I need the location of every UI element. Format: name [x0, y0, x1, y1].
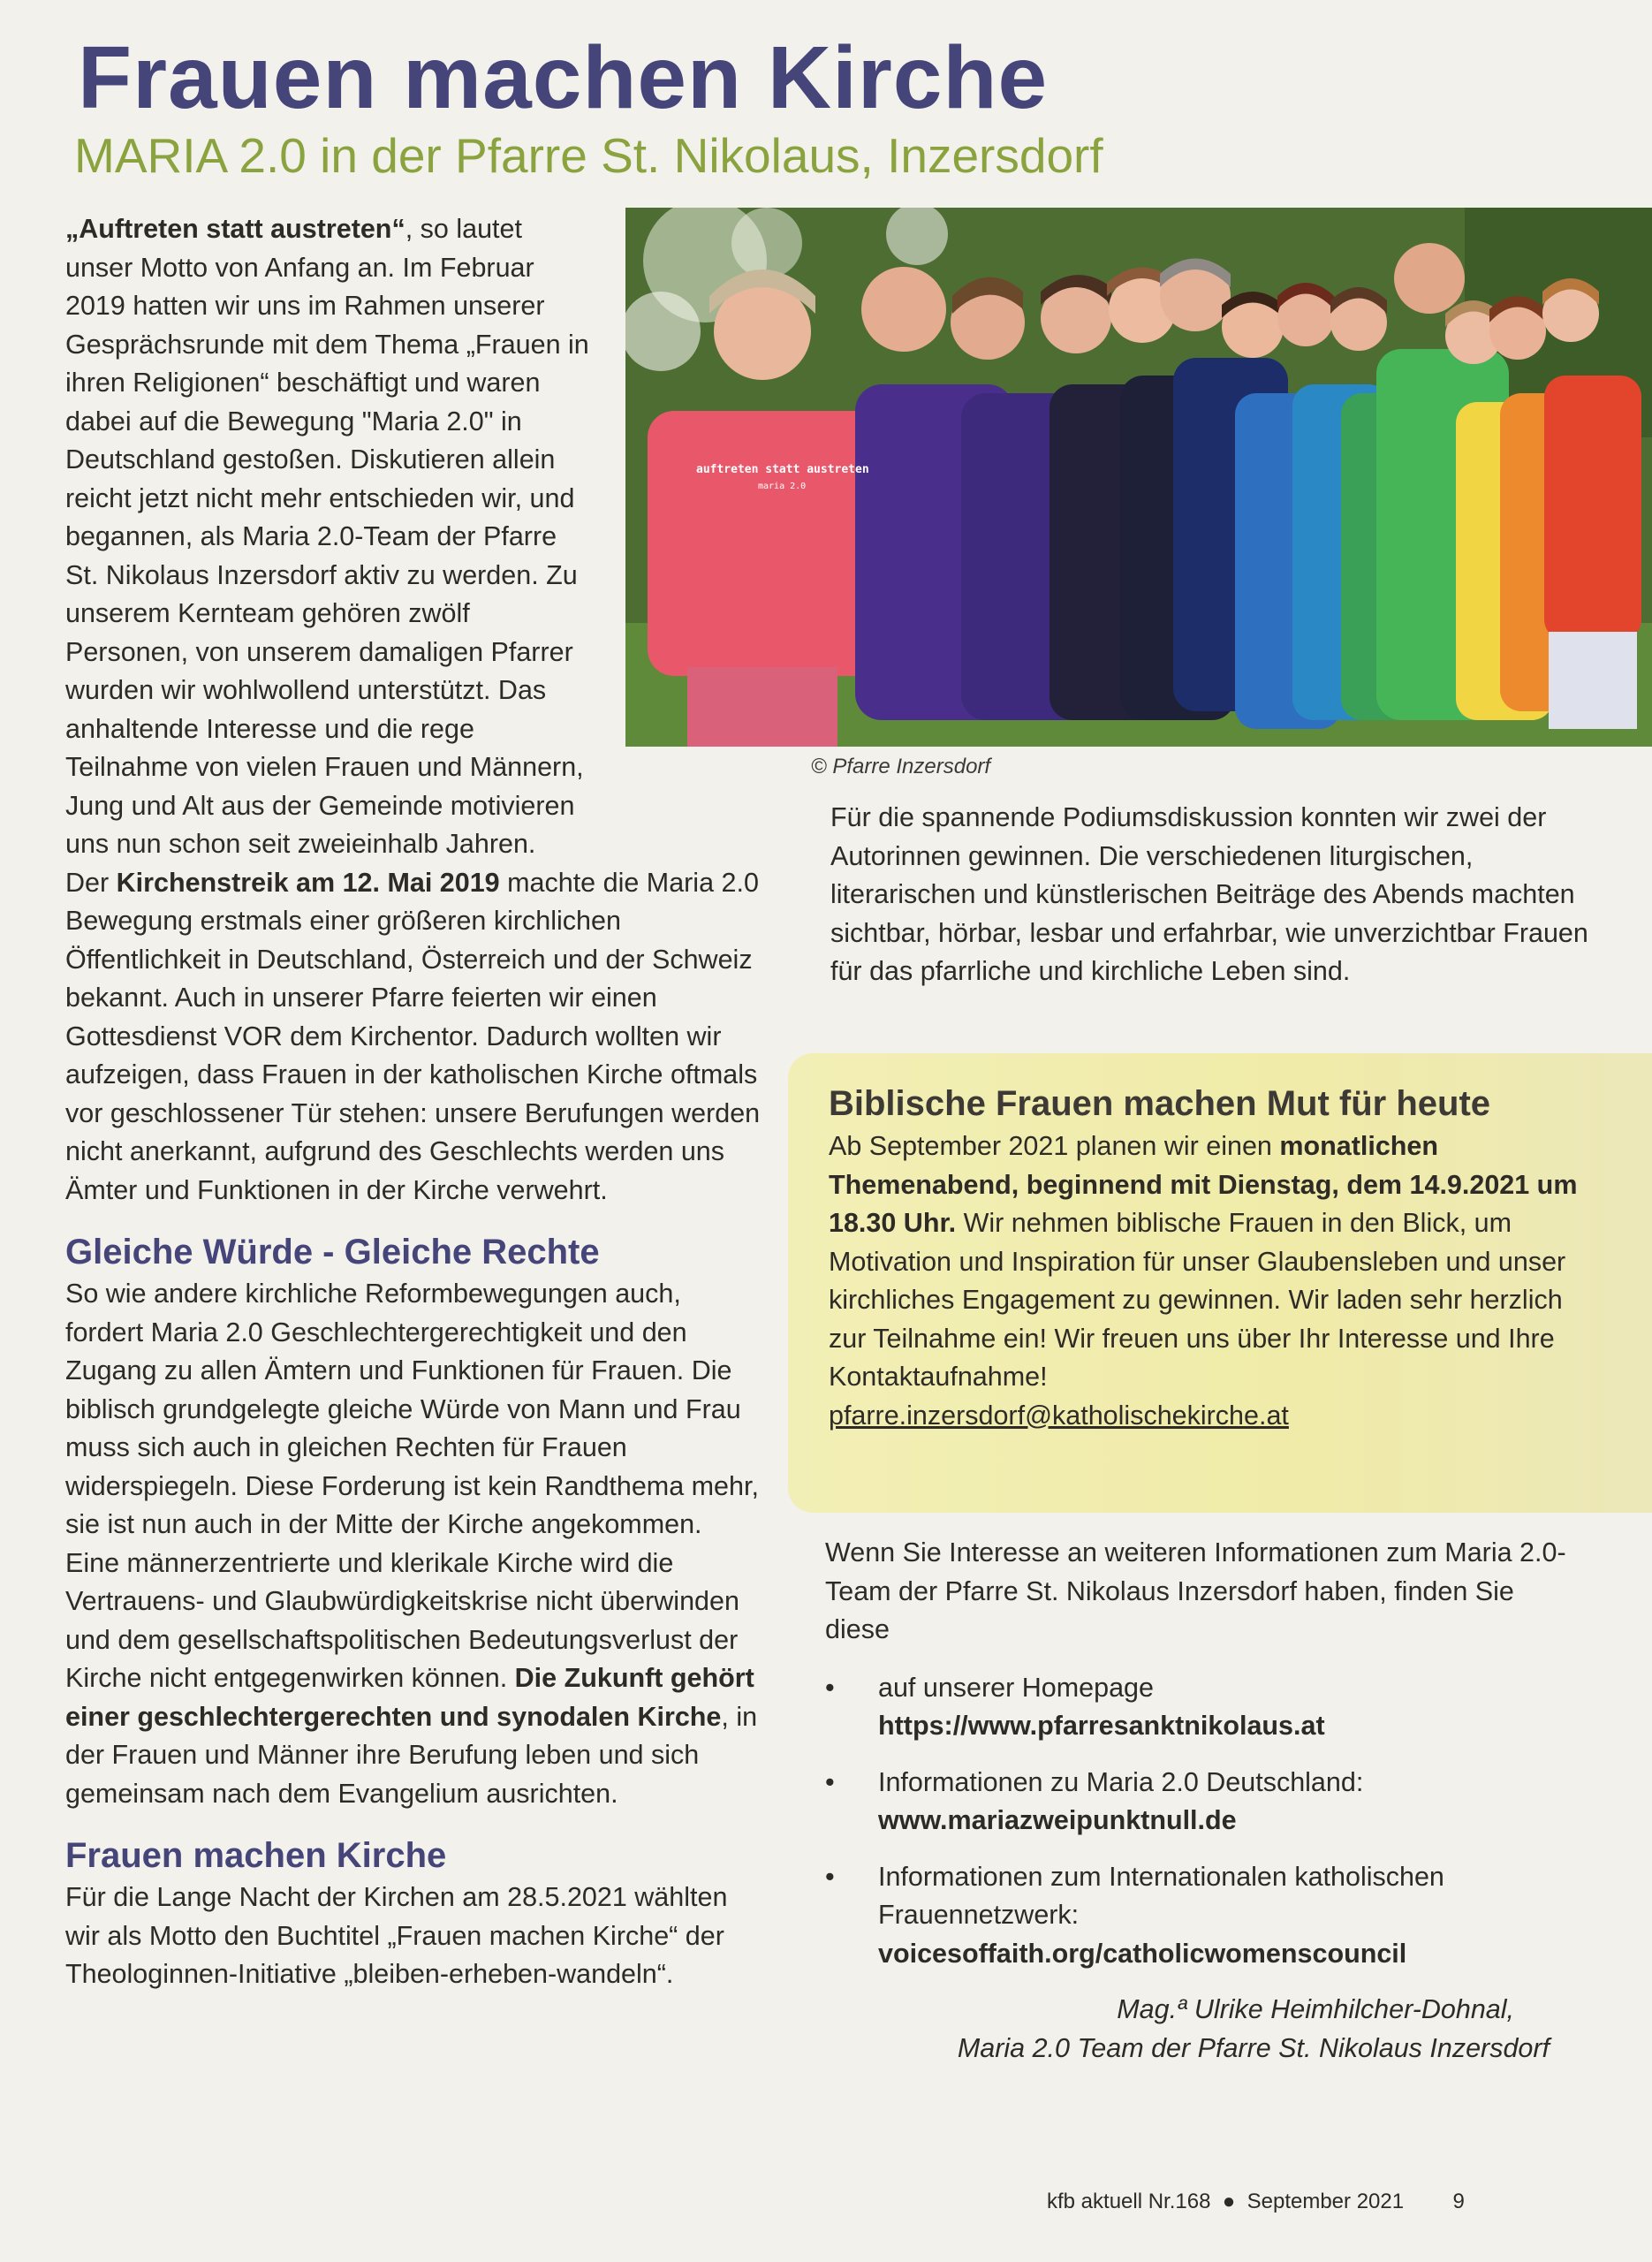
info-intro: Wenn Sie Interesse an weiteren Informationen zum Maria 2.0-Team der Pfarre St. Nikolaus Inzersdorf haben, finden Sie diese [825, 1537, 1566, 1644]
signature-team: Maria 2.0 Team der Pfarre St. Nikolaus Inzersdorf [957, 2032, 1550, 2063]
intro-text: , so lautet unser Motto von Anfang an. Im Februar 2019 hatten wir uns im Rahmen unserer Gesprächsrunde mit dem Thema „Frauen in ihren Religionen“ beschäftigt und waren dabei auf die Bewegung "Maria 2.0" in Deutschland gestoßen. Diskutieren allein reicht jetzt nicht mehr entschieden wir, und begannen, als Maria 2.0-Team der Pfarre St. Nikolaus Inzersdorf aktiv zu werden. Zu unserem Kernteam gehören zwölf Personen, von unserem damaligen Pfarrer wurden wir wohlwollend unterstützt. Das anhaltende Interesse und die rege Teilnahme von vielen Frauen und Männern, Jung und Alt aus der Gemeinde motivieren uns nun schon seit zweieinhalb Jahren. [65, 214, 589, 859]
podium-text: Für die spannende Podiumsdiskussion konnten wir zwei der Autorinnen gewinnen. Die verschiedenen liturgischen, literarischen und künstlerischen Beiträge des Abends machten sichtbar, hörbar, lesbar und erfahrbar, wie unverzichtbar Frauen für das pfarrliche und kirchliche Leben sind. [830, 802, 1588, 986]
page-title: Frauen machen Kirche [78, 28, 1049, 127]
list-item [825, 1858, 1585, 1974]
shirt-print-small: maria 2.0 [758, 482, 807, 491]
list-item [825, 1669, 1585, 1746]
group-photo-illustration [625, 208, 1652, 747]
homepage-link[interactable]: https://www.pfarresanktnikolaus.at [878, 1711, 1325, 1741]
info-section [825, 1534, 1585, 2068]
gleiche-wuerde-paragraph [65, 1275, 763, 1813]
footer-bullet-icon: ● [1216, 2190, 1241, 2213]
page-subtitle: MARIA 2.0 in der Pfarre St. Nikolaus, Inzersdorf [74, 128, 1103, 183]
email-link[interactable]: pfarre.inzersdorf@katholischekirche.at [829, 1400, 1289, 1431]
podium-paragraph [830, 799, 1590, 991]
maria20-link[interactable]: www.mariazweipunktnull.de [878, 1805, 1237, 1835]
intro-paragraph [65, 210, 595, 864]
heading-gleiche-wuerde: Gleiche Würde - Gleiche Rechte [65, 1233, 600, 1271]
gleiche-wuerde-text-b: , in der Frauen und Männer ihre Berufung leben und sich gemeinsam nach dem Evangelium ausrichten. [65, 1701, 758, 1809]
list-item-label: Informationen zu Maria 2.0 Deutschland: [878, 1766, 1364, 1797]
shirt-print: auftreten statt austreten [696, 463, 869, 476]
highlight-box-content [829, 1080, 1580, 1435]
kirchenstreik-paragraph [65, 864, 763, 1211]
group-photo [625, 208, 1652, 747]
highlight-box-title: Biblische Frauen machen Mut für heute [829, 1084, 1491, 1123]
highlight-box-text [829, 1127, 1580, 1397]
list-item [825, 1764, 1585, 1841]
photo-caption: © Pfarre Inzersdorf [811, 755, 991, 778]
highlight-text-b: Wir nehmen biblische Frauen in den Blick, um Motivation und Inspiration für unser Glaubensleben und unser kirchliches Engagement zu gewinnen. Wir laden sehr herzlich zur Teilnahme ein! Wir freuen uns über Ihr Interesse und Ihre Kontaktaufnahme! [829, 1208, 1566, 1392]
gleiche-wuerde-text-a: So wie andere kirchliche Reformbewegungen auch, fordert Maria 2.0 Geschlechtergerechtigkeit und den Zugang zu allen Ämtern und Funktionen für Frauen. Die biblisch grundgelegte gleiche Würde von Mann und Frau muss sich auch in gleichen Rechten für Frauen widerspiegeln. Diese Forderung ist kein Randthema mehr, sie ist nun auch in der Mitte der Kirche angekommen. Eine männerzentrierte und klerikale Kirche wird die Vertrauens- und Glaubwürdigkeitskrise nicht überwinden und dem gesellschaftspolitischen Bedeutungsverlust der Kirche nicht entgegenwirken können. [65, 1279, 759, 1693]
highlight-text-a: Ab September 2021 planen wir einen [829, 1131, 1280, 1161]
heading-frauen-machen-kirche: Frauen machen Kirche [65, 1836, 447, 1875]
list-item-label: Informationen zum Internationalen katholischen Frauennetzwerk: [878, 1861, 1444, 1930]
main-text-column [65, 210, 763, 1994]
page-footer [1047, 2190, 1465, 2214]
voices-of-faith-link[interactable]: voicesoffaith.org/catholicwomenscouncil [878, 1938, 1407, 1969]
gleiche-wuerde-bold: Die Zukunft gehört einer geschlechtergerechten und synodalen Kirche [65, 1663, 754, 1732]
page-number: 9 [1452, 2190, 1465, 2213]
motto-bold: „Auftreten statt austreten“ [65, 214, 405, 244]
highlight-bold: monatlichen Themenabend, beginnend mit Dienstag, dem 14.9.2021 um 18.30 Uhr. [829, 1131, 1578, 1238]
kirchenstreik-bold: Kirchenstreik am 12. Mai 2019 [116, 867, 500, 898]
signature-name: Mag.ª Ulrike Heimhilcher-Dohnal, [1117, 1994, 1514, 2024]
list-item-label: auf unserer Homepage [878, 1672, 1154, 1703]
footer-date: September 2021 [1247, 2190, 1405, 2213]
info-list [825, 1669, 1585, 1974]
frauen-machen-kirche-paragraph: Für die Lange Nacht der Kirchen am 28.5.2021 wählten wir als Motto den Buchtitel „Frauen machen Kirche“ der Theologinnen-Initiative „bleiben-erheben-wandeln“. [65, 1882, 728, 1989]
kirchenstreik-text-b: machte die Maria 2.0 Bewegung erstmals einer größeren kirchlichen Öffentlichkeit in Deutschland, Österreich und der Schweiz bekannt. Auch in unserer Pfarre feierten wir einen Gottesdienst VOR dem Kirchentor. Dadurch wollten wir aufzeigen, dass Frauen in der katholischen Kirche oftmals vor geschlossener Tür stehen: unsere Berufungen werden nicht anerkannt, aufgrund des Geschlechts werden uns Ämter und Funktionen in der Kirche verwehrt. [65, 867, 761, 1205]
footer-publication: kfb aktuell Nr.168 [1047, 2190, 1211, 2213]
kirchenstreik-text-a: Der [65, 867, 117, 898]
